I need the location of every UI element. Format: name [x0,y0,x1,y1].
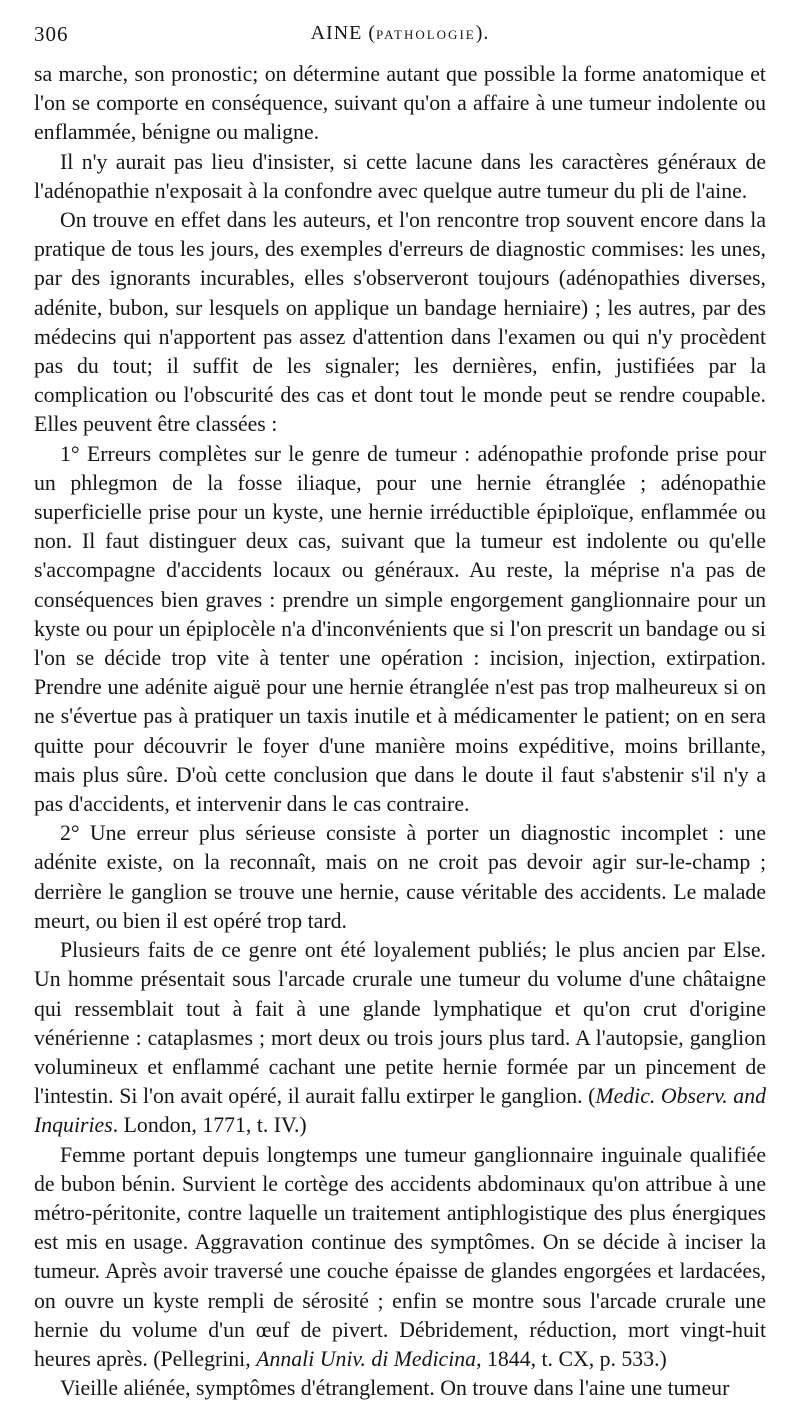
running-title-smallcaps: PATHOLOGIE [376,27,476,42]
paragraph-6-text: Plusieurs faits de ce genre ont été loyalement publiés; le plus ancien par Else. Un homme présentait sous l'arcade crurale une tumeur du volume d'une châtaigne qui ressemblait tout à fait à une glande lymphatique et qu'on crut d'origine vénérienne : cataplasmes ; mort deux ou trois jours plus tard. A l'autopsie, ganglion volumineux et enflammé cachant une petite hernie formée par un pincement de l'intestin. Si l'on avait opéré, il aurait fallu extirper le ganglion. ( [34,938,766,1109]
paragraph-6-end: . London, 1771, t. IV.) [112,1113,307,1138]
page-number: 306 [34,22,69,46]
paragraph-7 [34,1141,766,1375]
paragraph-7-text: Femme portant depuis longtemps une tumeur ganglionnaire inguinale qualifiée de bubon bénin. Survient le cortège des accidents abdominaux qu'on attribue à une métro-péritonite, contre laquelle un traitement antiphlogistique des plus énergiques est mis en usage. Aggravation continue des symptômes. On se décide à inciser la tumeur. Après avoir traversé une couche épaisse de glandes engorgées et lardacées, on ouvre un kyste rempli de sérosité ; enfin se montre sous l'arcade crurale une hernie du volume d'un œuf de pivert. Débridement, réduction, mort vingt-huit heures après. (Pellegrini, [34,1142,766,1371]
running-title-end: ). [475,22,490,44]
paragraph-1: sa marche, son pronostic; on détermine autant que possible la forme anatomique et l'on se comporte en conséquence, suivant qu'on a affaire à une tumeur indolente ou enflammée, bénigne ou maligne. [34,62,766,145]
paragraph-5: 2° Une erreur plus sérieuse consiste à porter un diagnostic incomplet : une adénite existe, on la reconnaît, mais on ne croit pas devoir agir sur-le-champ ; derrière le ganglion se trouve une hernie, cause véritable des accidents. Le malade meurt, ou bien il est opéré trop tard. [34,821,766,933]
citation-annali-univ: Annali Univ. di Medicina [256,1346,477,1371]
paragraph-8: Vieille aliénée, symptômes d'étranglement. On trouve dans l'aine une tumeur [60,1376,730,1401]
citation-medic-observ: Medic. Observ. and Inquiries [34,1084,766,1138]
paragraph-6 [34,936,766,1140]
running-title [34,22,766,45]
paragraph-2: Il n'y aurait pas lieu d'insister, si cette lacune dans les caractères généraux de l'adénopathie n'exposait à la confondre avec quelque autre tumeur du pli de l'aine. [34,149,766,203]
page-header [34,22,766,52]
paragraph-4: 1° Erreurs complètes sur le genre de tumeur : adénopathie profonde prise pour un phlegmon de la fosse iliaque, pour une hernie étranglée ; adénopathie superficielle prise pour un kyste, une hernie irréductible épiploïque, enflammée ou non. Il faut distinguer deux cas, suivant que la tumeur est indolente ou qu'elle s'accompagne d'accidents locaux ou généraux. Au reste, la méprise n'a pas de conséquences bien graves : prendre un simple engorgement ganglionnaire pour un kyste ou pour un épiplocèle n'a d'inconvénients que si l'on prescrit un bandage ou si l'on se décide trop vite à tenter une opération : incision, injection, extirpation. Prendre une adénite aiguë pour une hernie étranglée n'est pas trop malheureux si on ne s'évertue pas à pratiquer un taxis inutile et à médicamenter le patient; on en sera quitte pour découvrir le foyer d'une manière moins expéditive, moins brillante, mais plus sûre. D'où cette conclusion que dans le doute il faut s'abstenir s'il n'y a pas d'accidents, et intervenir dans le cas contraire. [34,441,766,817]
running-title-main: AINE ( [310,22,377,44]
paragraph-7-end: , 1844, t. CX, p. 533.) [476,1346,667,1371]
paragraph-3: On trouve en effet dans les auteurs, et l'on rencontre trop souvent encore dans la pratique de tous les jours, des exemples d'erreurs de diagnostic commises: les unes, par des ignorants incurables, elles s'observeront toujours (adénopathies diverses, adénite, bubon, sur lesquels on applique un bandage herniaire) ; les autres, par des médecins qui n'apportent pas assez d'attention dans l'examen ou qui n'y procèdent pas du tout; il suffit de les signaler; les dernières, enfin, justifiées par la complication ou l'obscurité des cas et dont tout le monde peut se rendre coupable. Elles peuvent être classées : [34,208,766,437]
body-text [34,60,766,1403]
